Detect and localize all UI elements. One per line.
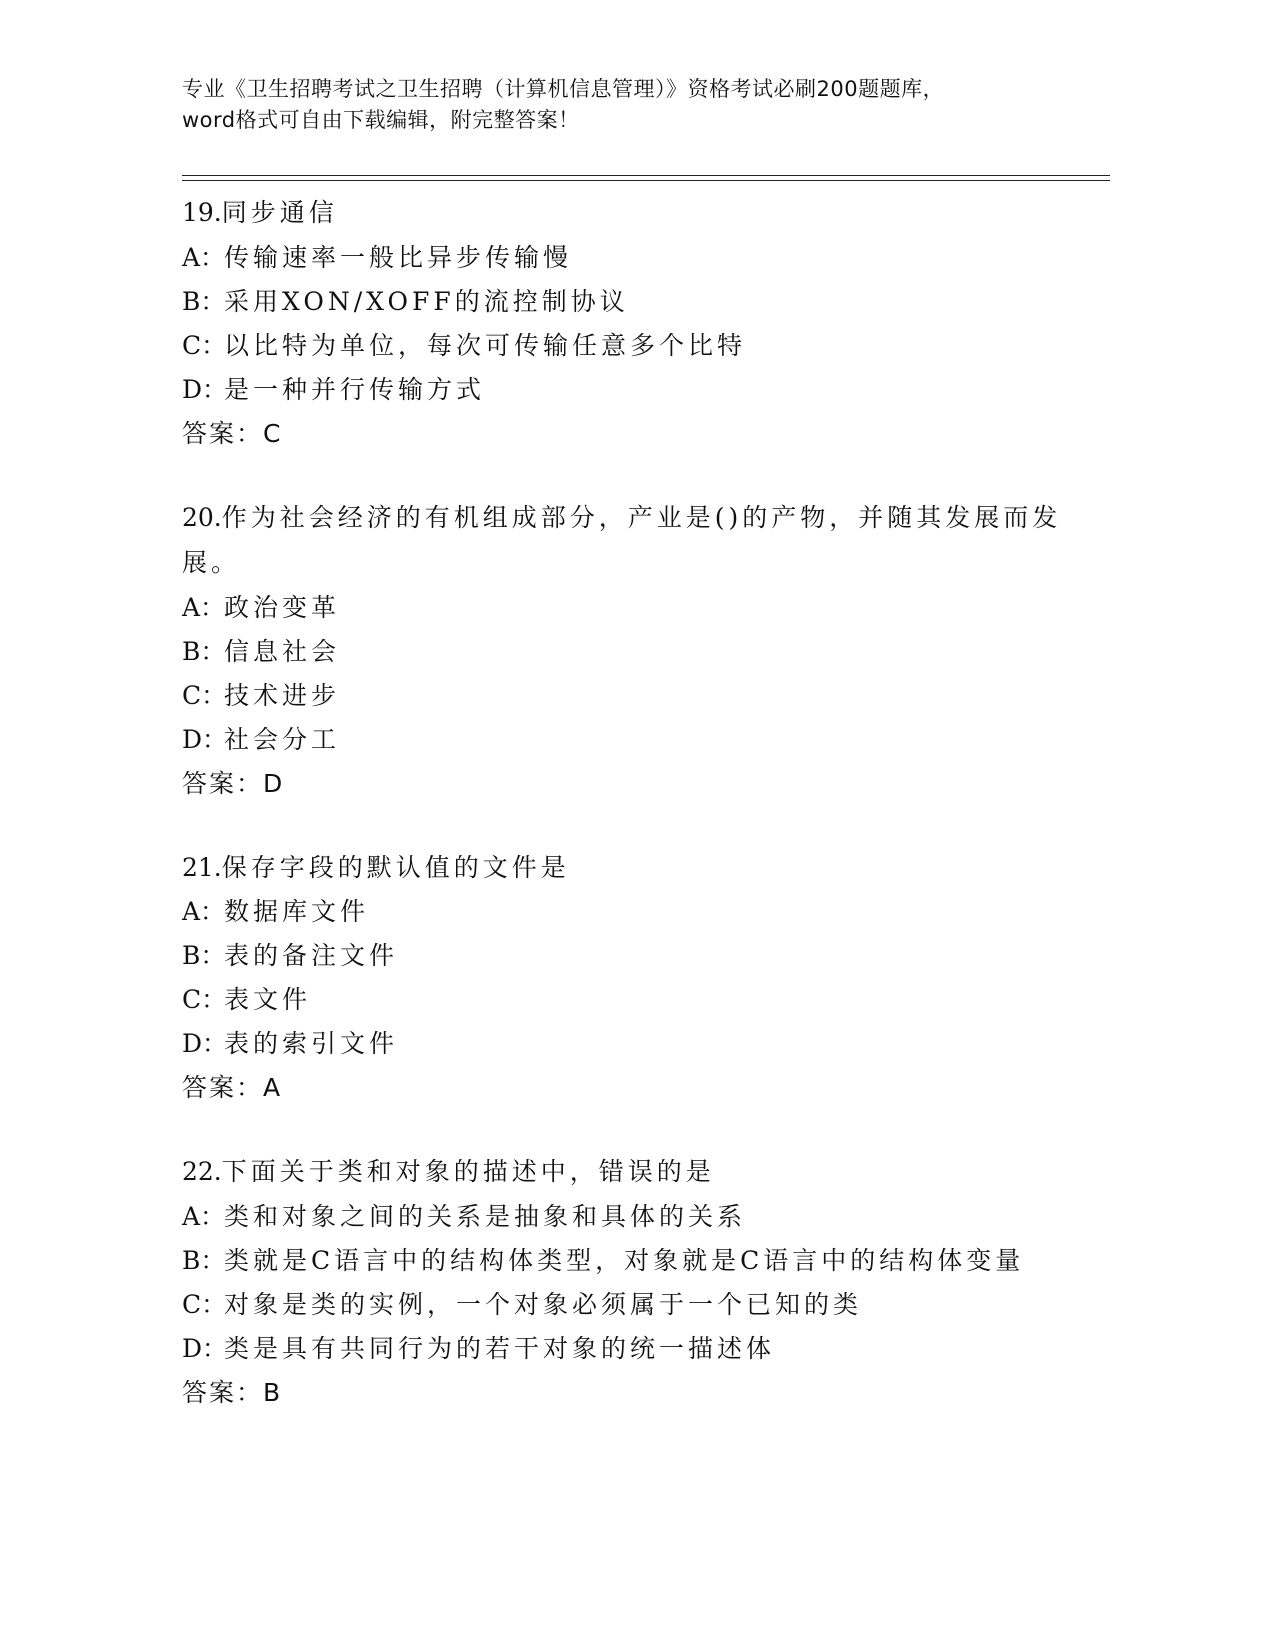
option-c xyxy=(182,978,1082,1022)
question-21 xyxy=(182,845,1082,1111)
question-text: 作为社会经济的有机组成部分，产业是()的产物，并随其发展而发展。 xyxy=(182,502,1062,577)
option-text: 采用XON/XOFF的流控制协议 xyxy=(224,286,629,316)
option-a xyxy=(182,586,1082,630)
option-text: 社会分工 xyxy=(224,724,341,754)
option-letter: C： xyxy=(182,985,227,1014)
question-number: 19. xyxy=(182,198,222,227)
answer-line: 答案：A xyxy=(182,1073,283,1102)
answer-line: 答案：D xyxy=(182,768,285,798)
question-22 xyxy=(182,1149,1082,1415)
option-text: 传输速率一般比异步传输慢 xyxy=(224,242,573,272)
answer-line: 答案：C xyxy=(182,418,283,448)
answer-line: 答案：B xyxy=(182,1377,283,1407)
option-letter: C： xyxy=(182,330,227,360)
question-stem xyxy=(182,495,1062,586)
option-text: 以比特为单位，每次可传输任意多个比特 xyxy=(224,330,747,360)
question-text: 同步通信 xyxy=(221,198,338,227)
option-a xyxy=(182,236,1082,280)
option-d xyxy=(182,1022,1082,1066)
option-c xyxy=(182,674,1082,718)
option-text: 表的索引文件 xyxy=(224,1029,399,1058)
option-text: 信息社会 xyxy=(224,636,341,666)
option-letter: A： xyxy=(182,1201,226,1231)
option-letter: B： xyxy=(182,286,226,316)
document-header xyxy=(182,74,1122,136)
option-c xyxy=(182,324,1082,368)
question-text: 保存字段的默认值的文件是 xyxy=(221,852,570,882)
option-letter: D： xyxy=(182,1333,228,1363)
question-stem xyxy=(182,190,1062,236)
option-a xyxy=(182,1195,1082,1239)
option-b xyxy=(182,630,1082,674)
header-divider-bottom xyxy=(182,180,1110,181)
option-d xyxy=(182,1327,1082,1371)
question-text: 下面关于类和对象的描述中，错误的是 xyxy=(221,1157,715,1186)
header-line-2: word格式可自由下载编辑，附完整答案！ xyxy=(182,108,580,132)
option-letter: B： xyxy=(182,941,226,970)
option-letter: B： xyxy=(182,1245,226,1275)
question-stem xyxy=(182,845,1062,891)
option-a xyxy=(182,890,1082,934)
option-letter: D： xyxy=(182,1029,228,1058)
question-stem xyxy=(182,1149,1062,1195)
option-text: 类和对象之间的关系是抽象和具体的关系 xyxy=(224,1201,747,1231)
question-number: 22. xyxy=(182,1157,222,1186)
option-b xyxy=(182,934,1082,978)
option-text: 技术进步 xyxy=(224,680,341,710)
option-letter: A： xyxy=(182,897,226,926)
question-number: 20. xyxy=(182,502,222,532)
option-b xyxy=(182,280,1082,324)
option-text: 对象是类的实例，一个对象必须属于一个已知的类 xyxy=(224,1289,863,1319)
option-letter: D： xyxy=(182,724,228,754)
option-b xyxy=(182,1239,1082,1283)
option-text: 类是具有共同行为的若干对象的统一描述体 xyxy=(224,1333,776,1363)
option-letter: C： xyxy=(182,680,227,710)
option-text: 类就是C语言中的结构体类型，对象就是C语言中的结构体变量 xyxy=(224,1245,1025,1275)
option-text: 政治变革 xyxy=(224,592,341,622)
option-d xyxy=(182,368,1082,412)
question-20 xyxy=(182,495,1082,806)
option-letter: D： xyxy=(182,374,228,404)
option-letter: A： xyxy=(182,242,226,272)
option-text: 数据库文件 xyxy=(224,897,370,926)
option-letter: C： xyxy=(182,1289,227,1319)
option-text: 表的备注文件 xyxy=(224,941,399,970)
header-divider-top xyxy=(182,175,1110,176)
option-text: 表文件 xyxy=(224,985,312,1014)
option-letter: B： xyxy=(182,636,226,666)
option-letter: A： xyxy=(182,592,226,622)
header-line-1: 专业《卫生招聘考试之卫生招聘（计算机信息管理）》资格考试必刷200题题库， xyxy=(182,77,945,101)
option-c xyxy=(182,1283,1082,1327)
question-19 xyxy=(182,190,1082,456)
question-number: 21. xyxy=(182,852,222,882)
question-list xyxy=(182,190,1082,1454)
option-text: 是一种并行传输方式 xyxy=(224,374,486,404)
option-d xyxy=(182,718,1082,762)
